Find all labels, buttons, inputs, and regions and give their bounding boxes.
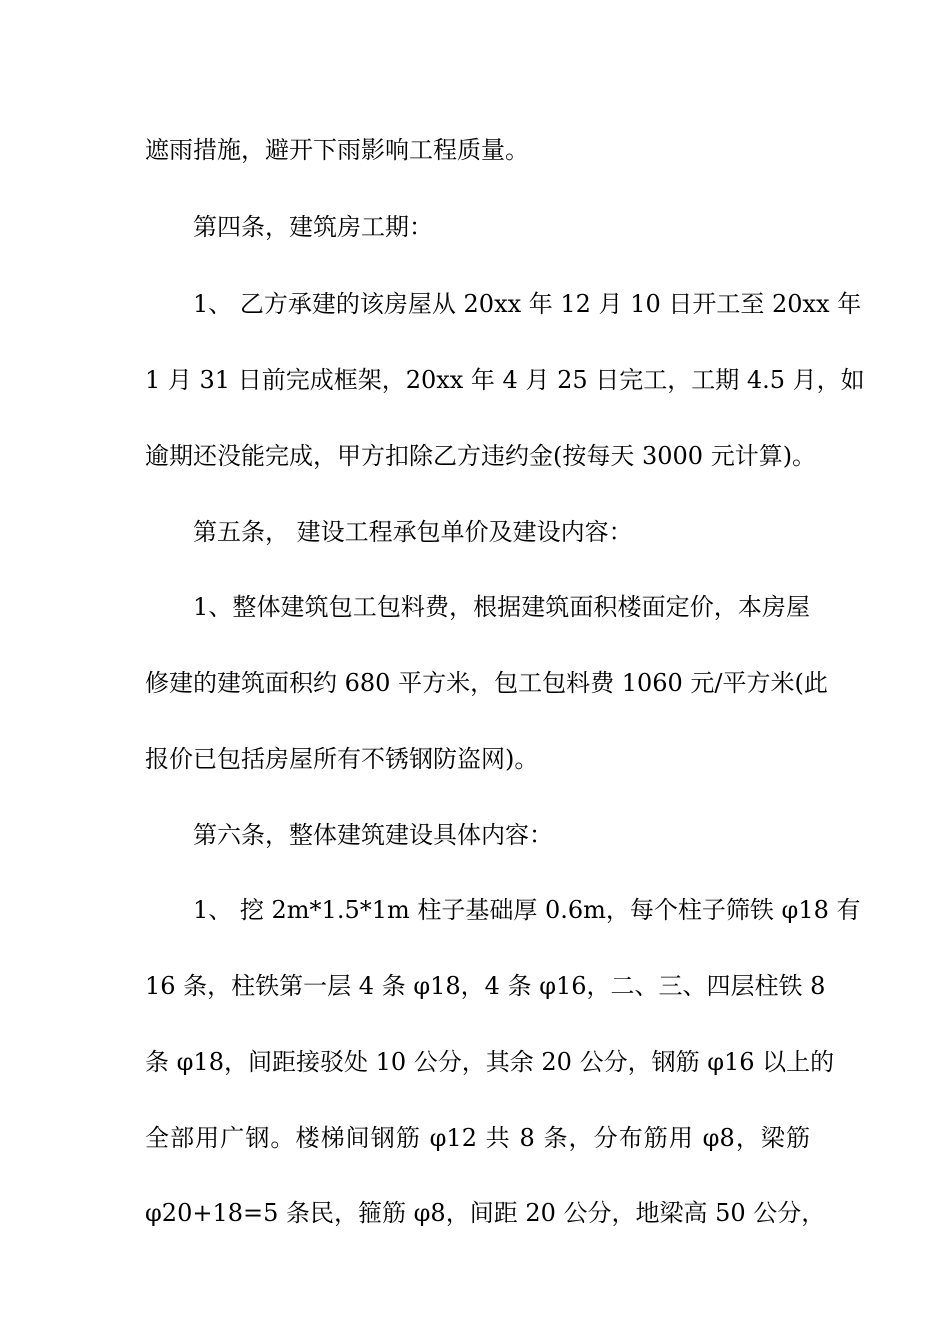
article-6-heading: 第六条，整体建筑建设具体内容： — [193, 821, 553, 849]
paragraph-line-12: 16 条，柱铁第一层 4 条 φ18，4 条 φ16，二、三、四层柱铁 8 — [145, 972, 826, 1000]
paragraph-line-13: 条 φ18，间距接驳处 10 公分，其余 20 公分，钢筋 φ16 以上的 — [145, 1048, 835, 1076]
paragraph-line-1: 遮雨措施，避开下雨影响工程质量。 — [145, 136, 529, 164]
paragraph-line-7: 1、整体建筑包工包料费，根据建筑面积楼面定价，本房屋 — [193, 593, 810, 621]
paragraph-line-14: 全部用广钢。楼梯间钢筋 φ12 共 8 条，分布筋用 φ8，梁筋 — [145, 1124, 810, 1152]
paragraph-line-4: 1 月 31 日前完成框架，20xx 年 4 月 25 日完工，工期 4.5 月，如 — [145, 366, 865, 394]
article-4-heading: 第四条，建筑房工期： — [193, 213, 433, 241]
article-5-heading: 第五条， 建设工程承包单价及建设内容： — [193, 518, 633, 546]
paragraph-line-8: 修建的建筑面积约 680 平方米，包工包料费 1060 元/平方米(此 — [145, 669, 828, 697]
paragraph-line-9: 报价已包括房屋所有不锈钢防盗网)。 — [145, 745, 539, 773]
paragraph-line-3: 1、 乙方承建的该房屋从 20xx 年 12 月 10 日开工至 20xx 年 — [193, 290, 862, 318]
paragraph-line-5: 逾期还没能完成，甲方扣除乙方违约金(按每天 3000 元计算)。 — [145, 442, 817, 470]
paragraph-line-11: 1、 挖 2m*1.5*1m 柱子基础厚 0.6m，每个柱子筛铁 φ18 有 — [193, 896, 861, 924]
paragraph-line-15: φ20+18=5 条民，箍筋 φ8，间距 20 公分，地梁高 50 公分， — [145, 1199, 826, 1227]
